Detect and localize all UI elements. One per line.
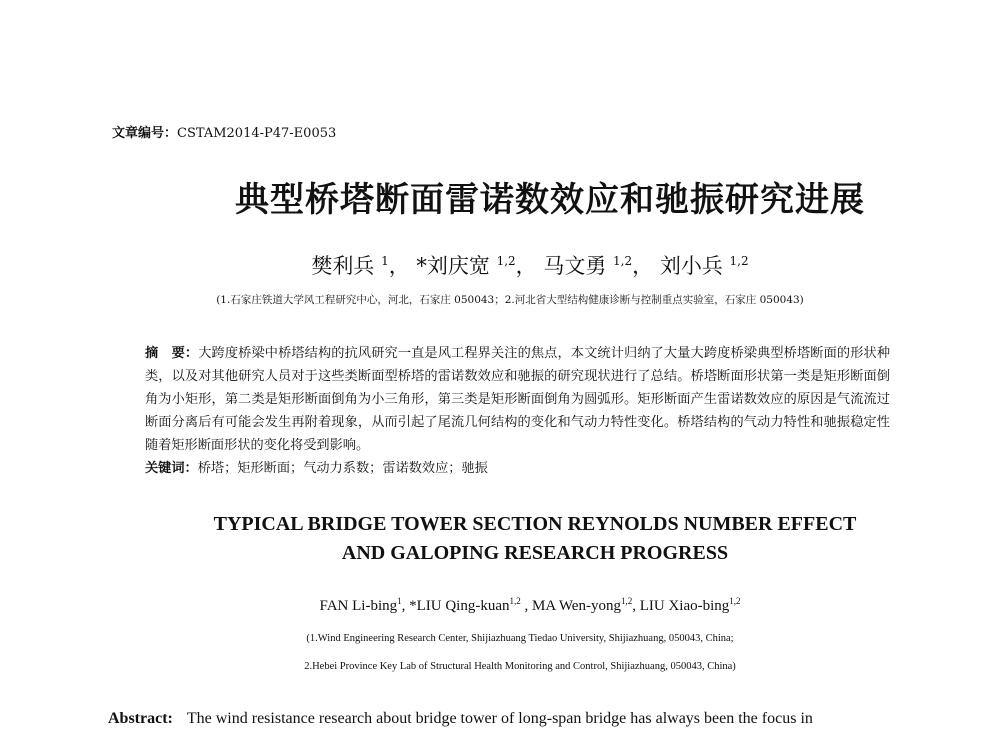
author-name: LIU Xiao-bing [639, 598, 730, 614]
english-title [140, 510, 930, 568]
author-separator: ， [388, 254, 410, 278]
chinese-title: 典型桥塔断面雷诺数效应和驰振研究进展 [235, 180, 865, 220]
author-name: MA Wen-yong [532, 598, 621, 614]
author-name: 刘小兵 [659, 254, 723, 278]
article-number-value: CSTAM2014-P47-E0053 [177, 126, 337, 141]
author-affiliation-mark: 1,2 [613, 254, 633, 268]
author-affiliation-mark: 1 [381, 254, 389, 268]
chinese-authors [0, 250, 1000, 280]
author-separator: , [401, 598, 410, 614]
author-name: 马文勇 [543, 254, 607, 278]
english-abstract-text: The wind resistance research about bridge tower of long-span bridge has always been the focus in [186, 710, 813, 727]
author-affiliation-mark: 1,2 [509, 596, 521, 606]
english-abstract-label: Abstract: [108, 710, 173, 727]
author-affiliation-mark: 1,2 [729, 254, 749, 268]
author-name: *刘庆宽 [416, 254, 490, 278]
chinese-keywords-text: 桥塔；矩形断面；气动力系数；雷诺数效应；驰振 [197, 461, 488, 476]
author-affiliation-mark: 1 [397, 596, 402, 606]
author-separator: , [520, 598, 533, 614]
author-separator: , [632, 598, 640, 614]
author-separator: ， [515, 254, 537, 278]
english-title-line: AND GALOPING RESEARCH PROGRESS [341, 542, 729, 564]
author-name: *LIU Qing-kuan [409, 598, 510, 614]
chinese-abstract-label: 摘 要： [145, 346, 199, 361]
author-separator: ， [632, 254, 654, 278]
article-number [112, 122, 336, 141]
chinese-abstract [145, 342, 890, 457]
english-affiliation-line: (1.Wind Engineering Research Center, Shijiazhuang Tiedao University, Shijiazhuang, 050043, China; [306, 633, 734, 644]
chinese-keywords-label: 关键词： [145, 461, 198, 476]
chinese-abstract-text: 大跨度桥梁中桥塔结构的抗风研究一直是风工程界关注的焦点，本文统计归纳了大量大跨度桥梁典型桥塔断面的形状种类，以及对其他研究人员对于这些类断面型桥塔的雷诺数效应和驰振的研究现状进行了总结。桥塔断面形状第一类是矩形断面倒角为小矩形，第二类是矩形断面倒角为小三角形，第三类是矩形断面倒角为圆弧形。矩形断面产生雷诺数效应的原因是气流流过断面分离后有可能会发生再附着现象，从而引起了尾流几何结构的变化和气动力特性变化。桥塔结构的气动力特性和驰振稳定性随着矩形断面形状的变化将受到影响。 [145, 346, 891, 453]
author-affiliation-mark: 1,2 [729, 596, 741, 606]
chinese-keywords [145, 457, 890, 476]
author-name: FAN Li-bing [319, 598, 398, 614]
english-abstract [108, 710, 928, 728]
english-authors [0, 596, 1000, 615]
chinese-affiliation: (1.石家庄铁道大学风工程研究中心，河北，石家庄 050043；2.河北省大型结构健康诊断与控制重点实验室，石家庄 050043) [216, 294, 804, 306]
english-affiliation-line: 2.Hebei Province Key Lab of Structural Health Monitoring and Control, Shijiazhuang, 050043, China) [304, 661, 736, 672]
author-name: 樊利兵 [311, 254, 375, 278]
english-title-line: TYPICAL BRIDGE TOWER SECTION REYNOLDS NUMBER EFFECT [213, 513, 857, 535]
author-affiliation-mark: 1,2 [620, 596, 633, 606]
author-affiliation-mark: 1,2 [496, 254, 516, 268]
article-number-label: 文章编号： [112, 126, 178, 141]
